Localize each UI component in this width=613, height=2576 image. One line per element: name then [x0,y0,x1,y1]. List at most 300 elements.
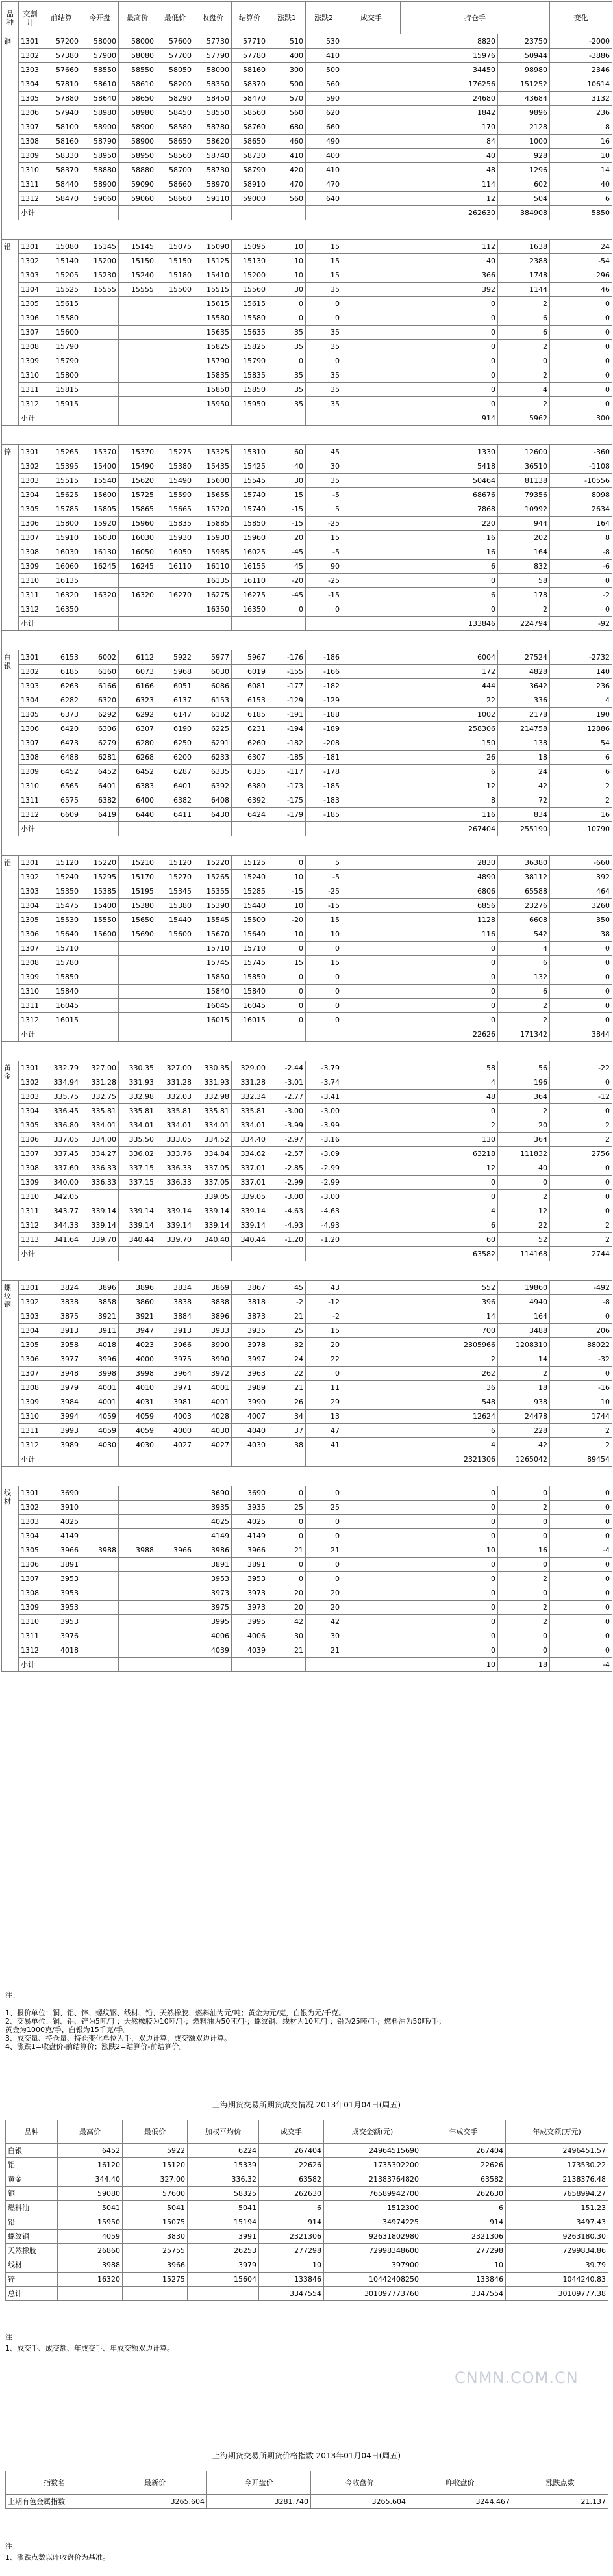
table-cell: 1296 [498,163,550,177]
table-cell: 15625 [42,488,81,502]
product-name: 螺纹钢 [6,2230,58,2244]
table-cell: 15950 [58,2215,123,2230]
table-cell: 206 [550,1324,612,1338]
table-cell: 15145 [119,240,156,254]
table-cell: 0 [268,970,306,985]
empty-cell [194,1452,232,1467]
table-cell: 72998348600 [324,2244,421,2258]
table-row [2,397,612,411]
table-cell: 3347554 [259,2287,324,2301]
table-cell [156,397,194,411]
contract-month: 1311 [19,588,42,602]
table-cell: 6488 [42,751,81,765]
table-cell: 4007 [232,1410,268,1424]
table-cell: 0 [550,1161,612,1176]
table-cell: 15275 [156,445,194,459]
gap-cell [2,1467,612,1486]
table-cell: 6392 [232,793,268,808]
empty-cell [232,206,268,220]
group-gap [2,1042,612,1061]
table-cell: 15580 [42,311,81,326]
table-cell: 331.28 [81,1075,119,1090]
table-cell: 1000 [498,135,550,149]
table-cell: 344.40 [58,2172,123,2187]
table-cell: 700 [342,1324,498,1338]
table-cell: -15 [268,884,306,899]
contract-month: 1306 [19,1133,42,1147]
table-row [2,383,612,397]
empty-cell [156,411,194,426]
table-cell: 6452 [58,2144,123,2158]
product-name: 燃料油 [6,2201,58,2215]
table-row [6,2187,608,2201]
table-cell: 3953 [232,1572,268,1586]
column-header: 成交手 [342,2,401,34]
table-cell: 2321306 [259,2230,324,2244]
table-cell: 4040 [232,1424,268,1438]
table-cell: 3966 [42,1543,81,1558]
table-cell: 4039 [232,1643,268,1658]
table-cell: 3988 [81,1543,119,1558]
contract-month: 1308 [19,545,42,560]
table-cell: 3834 [156,1281,194,1295]
table-cell: 14 [342,1309,498,1324]
table-cell: 15976 [342,49,498,63]
table-cell: 12600 [498,445,550,459]
table-cell: 35 [306,283,342,297]
table-cell: -3.99 [268,1118,306,1133]
table-cell: 20 [268,531,306,545]
table-cell: 20 [498,1118,550,1133]
contract-month: 1306 [19,1558,42,1572]
table-cell: 3488 [498,1324,550,1338]
table-cell: 14 [498,1352,550,1367]
table-cell: 3966 [156,1543,194,1558]
table-cell: 6320 [81,693,119,708]
table-cell: 6323 [119,693,156,708]
contract-month: 1312 [19,1643,42,1658]
table-cell: 6086 [194,679,232,693]
table-cell: 3948 [42,1367,81,1381]
table-cell: 15800 [42,517,81,531]
table-cell: 332.98 [194,1090,232,1104]
table-cell: 344.33 [42,1218,81,1233]
table-cell: -8 [550,545,612,560]
table-cell: 364 [498,1133,550,1147]
table-cell: 0 [550,1643,612,1658]
table-row [2,1176,612,1190]
table-row [2,34,612,49]
table-cell: 1638 [498,240,550,254]
table-cell: 15560 [232,283,268,297]
table-row [2,899,612,913]
table-cell: 334.27 [81,1147,119,1161]
table-row [2,942,612,956]
table-cell: 3989 [42,1438,81,1452]
table-cell: 6166 [81,679,119,693]
table-cell: 0 [342,354,498,368]
table-row [6,2144,608,2158]
table-cell: 11 [306,1381,342,1395]
table-cell [81,1643,119,1658]
table-cell: 2 [550,1133,612,1147]
table-cell: 0 [306,1486,342,1501]
table-cell: 0 [498,1558,550,1572]
table-cell: 58080 [119,49,156,63]
table-cell: 0 [498,1515,550,1529]
notes-title: 注： [5,2333,19,2341]
table-cell: 15380 [156,899,194,913]
empty-cell [268,1027,306,1042]
table-cell: 58450 [156,106,194,120]
group-gap [2,836,612,856]
table-cell: -660 [550,856,612,870]
table-cell: 40 [342,149,498,163]
contract-month: 1302 [19,459,42,474]
table-cell: 6307 [119,722,156,736]
table-cell: 0 [342,574,498,588]
table-cell: 15240 [42,870,81,884]
table-cell: -4.93 [268,1218,306,1233]
table-cell: 50944 [498,49,550,63]
table-cell: 15125 [194,254,232,268]
table-cell: 15920 [81,517,119,531]
empty-cell [194,206,232,220]
table-cell: 2 [498,1367,550,1381]
gap-cell [2,836,612,856]
table-row [2,474,612,488]
table-cell: 26 [342,751,498,765]
table-cell: 15150 [156,254,194,268]
contract-month: 1312 [19,192,42,206]
table-cell: 3997 [232,1352,268,1367]
table-cell: -3.16 [306,1133,342,1147]
column-header: 前结算 [42,2,81,34]
table-cell: 130 [342,1133,498,1147]
table-cell: 928 [498,149,550,163]
empty-cell [232,617,268,631]
table-cell: 47 [306,1424,342,1438]
table-cell: 6292 [81,708,119,722]
table-cell: 59080 [58,2187,123,2201]
table-cell [123,2287,188,2301]
table-cell: 35 [306,326,342,340]
table-cell: 21.137 [512,2495,608,2509]
table-cell: 164 [550,517,612,531]
table-cell: 327.00 [156,1061,194,1075]
table-cell: 470 [306,177,342,192]
table-cell: 15600 [81,488,119,502]
table-cell: 0 [550,1309,612,1324]
column-header: 成交金额(元) [324,2120,421,2144]
table-cell: 2321306 [421,2230,506,2244]
table-cell: -2.99 [306,1176,342,1190]
table-cell: 150 [342,736,498,751]
table-cell: 0 [550,1204,612,1218]
table-cell: 35 [268,397,306,411]
table-row [2,1281,612,1295]
table-cell: -4 [550,1543,612,1558]
table-row [2,793,612,808]
table-cell: 46 [550,283,612,297]
table-cell [119,297,156,311]
table-cell: 1002 [342,708,498,722]
table-cell: 337.01 [232,1176,268,1190]
table-cell: 340.00 [42,1176,81,1190]
table-cell: 6452 [81,765,119,779]
table-row [2,1075,612,1090]
table-cell: 0 [306,311,342,326]
table-row [2,1218,612,1233]
table-cell: 0 [550,1104,612,1118]
table-cell: 15170 [119,870,156,884]
empty-cell [194,617,232,631]
table-cell: 16135 [42,574,81,588]
product-name: 白银 [2,650,19,836]
table-row [2,1090,612,1104]
table-cell: 335.75 [42,1090,81,1104]
table-cell: 0 [550,368,612,383]
contract-month: 1302 [19,1295,42,1309]
table-cell [81,970,119,985]
table-cell: 58910 [232,177,268,192]
table-cell: 0 [550,999,612,1013]
empty-cell [42,411,81,426]
contract-month: 1303 [19,1309,42,1324]
table-row [2,1601,612,1615]
table-cell: 0 [550,1515,612,1529]
table-cell: 15580 [232,311,268,326]
table-row [2,1190,612,1204]
table-cell: 21 [268,1309,306,1324]
subtotal-open-interest: 255190 [498,822,550,836]
table-cell: 38 [268,1438,306,1452]
table-cell: 59060 [119,192,156,206]
table-cell: 3975 [194,1601,232,1615]
table-cell: 334.01 [119,1118,156,1133]
table-cell: 3497.43 [506,2215,608,2230]
watermark: CNMN.COM.CN [455,2369,579,2387]
table-cell: 10 [268,927,306,942]
table-row [2,1161,612,1176]
column-header: 变化 [550,2,612,34]
table-cell: 4 [342,1438,498,1452]
table-cell: 6440 [119,808,156,822]
table-row [2,870,612,884]
table-cell: 15960 [232,531,268,545]
table-cell: 2128 [498,120,550,135]
subtotal-change: -92 [550,617,612,631]
table-cell: 12 [342,779,498,793]
table-cell: 16120 [58,2158,123,2172]
table-cell: 3838 [194,1295,232,1309]
table-cell: 2305966 [342,1338,498,1352]
table-cell: 6250 [156,736,194,751]
table-cell: 560 [306,77,342,92]
table-cell [156,970,194,985]
table-row [2,1629,612,1643]
table-cell: 4059 [81,1424,119,1438]
table-cell: 4000 [119,1352,156,1367]
group-gap [2,1261,612,1281]
column-header: 昨收盘价 [408,2471,512,2495]
table-cell: 277298 [421,2244,506,2258]
table-cell: 15310 [232,445,268,459]
contract-month: 1309 [19,560,42,574]
table-cell: 3690 [194,1486,232,1501]
product-name: 黄金 [6,2172,58,2187]
table-cell: 15265 [42,445,81,459]
table-cell [156,999,194,1013]
table-cell: 3838 [156,1295,194,1309]
table-cell: 18 [498,1381,550,1395]
futures-quotes-table [1,1,612,1672]
table-cell: 10 [306,927,342,942]
table-cell: 3978 [232,1338,268,1352]
header-row [2,2,612,34]
table-cell: 36510 [498,459,550,474]
contract-month: 1303 [19,63,42,77]
table-cell: -3886 [550,49,612,63]
table-cell: 0 [306,999,342,1013]
table-cell: 0 [268,1515,306,1529]
table-cell: 6224 [188,2144,259,2158]
table-cell: 6335 [232,765,268,779]
table-cell: 944 [498,517,550,531]
table-cell: 15230 [81,268,119,283]
column-header: 品种 [6,2120,58,2144]
table-cell: 3933 [194,1324,232,1338]
table-cell: -177 [268,679,306,693]
subtotal-open-interest: 1265042 [498,1452,550,1467]
table-cell: 0 [342,942,498,956]
table-cell: 3830 [123,2230,188,2244]
table-cell: -4.63 [306,1204,342,1218]
table-cell: 24 [498,765,550,779]
table-cell: 15080 [42,240,81,254]
table-cell: 8098 [550,488,612,502]
table-row [2,135,612,149]
table-cell [81,1529,119,1543]
table-row [2,268,612,283]
table-cell: 24680 [342,92,498,106]
table-cell: -2.57 [268,1147,306,1161]
contract-month: 1306 [19,517,42,531]
notes-title: 注： [5,1991,19,2000]
table-cell: 4001 [194,1381,232,1395]
product-name: 锌 [6,2273,58,2287]
table-cell: 133846 [421,2273,506,2287]
table-cell [156,1643,194,1658]
contract-month: 1312 [19,1218,42,1233]
table-cell: 42 [498,779,550,793]
table-cell: 3995 [232,1615,268,1629]
table-cell: -155 [268,665,306,679]
table-cell: 0 [498,1643,550,1658]
table-cell: 339.14 [119,1204,156,1218]
table-row [2,884,612,899]
contract-month: 1301 [19,856,42,870]
table-cell [81,340,119,354]
table-cell: 6 [342,1424,498,1438]
table-cell: 15790 [194,354,232,368]
table-row [2,588,612,602]
table-cell: 15850 [194,970,232,985]
table-cell: -194 [268,722,306,736]
table-cell: 3993 [42,1424,81,1438]
table-cell: 42 [268,1615,306,1629]
table-cell: 27524 [498,650,550,665]
table-cell: 35 [306,383,342,397]
table-cell: 3690 [42,1486,81,1501]
table-row [2,1543,612,1558]
table-cell: 39.79 [506,2258,608,2273]
table-cell: 6231 [232,722,268,736]
table-cell [119,1643,156,1658]
table-cell: 57880 [42,92,81,106]
table-cell [119,985,156,999]
table-cell: 15850 [194,383,232,397]
table-cell [119,1013,156,1027]
table-cell: 84 [342,135,498,149]
empty-cell [156,206,194,220]
product-name: 铅 [6,2215,58,2230]
table-cell: 10992 [498,502,550,517]
subtotal-label: 小计 [19,1247,42,1261]
note-line: 1、涨跌点数以昨收盘价为基准。 [5,2553,110,2562]
table-cell: 6147 [156,708,194,722]
table-cell: -186 [306,650,342,665]
table-cell: 16135 [194,574,232,588]
table-cell: 15960 [119,517,156,531]
table-cell: 112 [342,240,498,254]
table-cell: 6392 [194,779,232,793]
product-name: 线材 [6,2258,58,2273]
table-cell: 58790 [232,163,268,177]
table-cell [81,383,119,397]
table-cell: 15825 [232,340,268,354]
column-header: 收盘价 [194,2,232,34]
empty-cell [81,822,119,836]
table-cell: 15180 [156,268,194,283]
table-cell: 336.45 [42,1104,81,1118]
contract-month: 1309 [19,1395,42,1410]
table-cell: 0 [498,1486,550,1501]
table-cell: 0 [550,1075,612,1090]
table-cell: -129 [268,693,306,708]
note-line: 2、交易单位：铜、铝、锌为5吨/手；天然橡胶为10吨/手；燃料油为50吨/手；螺纹钢、线材为10吨/手；铅为25吨/手；燃料油为50吨/手； [5,2017,446,2026]
table-cell: 3642 [498,679,550,693]
table-cell: 400 [306,149,342,163]
table-cell: 133846 [259,2273,324,2287]
table-cell: 63582 [421,2172,506,2187]
table-cell: 16270 [156,588,194,602]
table-row [2,311,612,326]
table-cell: 339.14 [119,1218,156,1233]
subtotal-open-interest: 18 [498,1658,550,1672]
subtotal-label: 小计 [19,617,42,631]
table-cell: 6281 [81,751,119,765]
table-cell: 10 [550,149,612,163]
table-row [2,502,612,517]
table-cell: -3.00 [268,1104,306,1118]
table-cell: 3979 [188,2258,259,2273]
table-cell: 16130 [81,545,119,560]
table-cell: 15210 [119,856,156,870]
table-cell: 15380 [156,459,194,474]
table-row [2,254,612,268]
table-cell: 6160 [81,665,119,679]
